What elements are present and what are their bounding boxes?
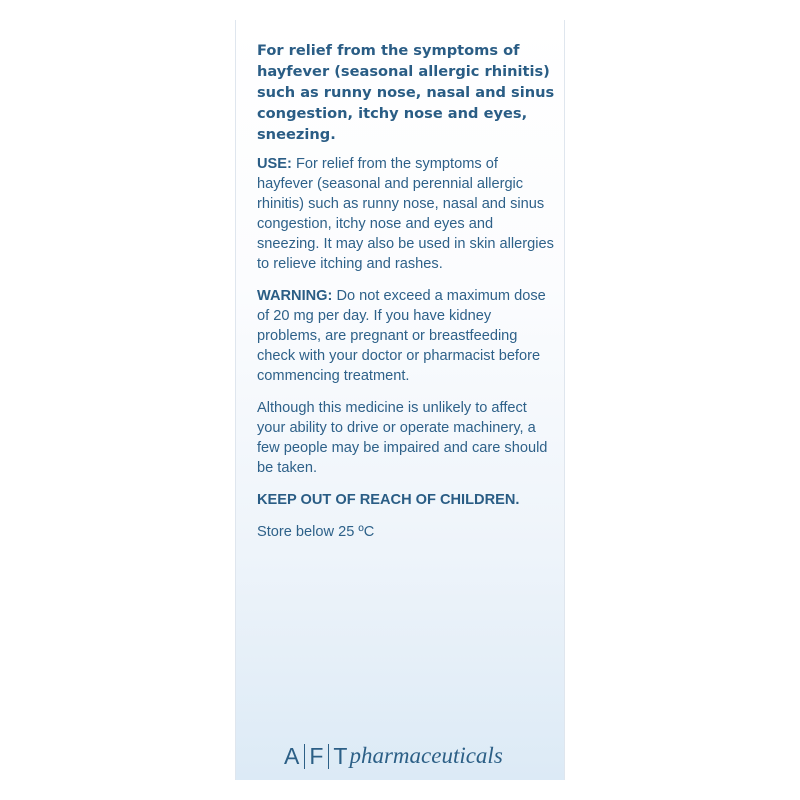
logo-divider: [304, 744, 305, 769]
logo-letter-f: F: [309, 742, 325, 769]
use-label: USE:: [257, 156, 292, 172]
warning-text: Do not exceed a maximum dose of 20 mg per day. If you have kidney problems, are pregnant or breastfeeding check with your doctor or pharmacist before commencing treatment.: [257, 288, 546, 384]
indication-headline: For relief from the symptoms of hayfever (seasonal allergic rhinitis) such as runny nose, nasal and sinus congestion, itchy nose and eyes, sneezing.: [257, 42, 555, 143]
use-paragraph: [257, 154, 557, 274]
package-text: [257, 40, 557, 542]
storage-instruction: Store below 25 ºC: [257, 524, 375, 540]
aft-pharmaceuticals-logo: [284, 738, 503, 774]
use-text: For relief from the symptoms of hayfever (seasonal and perennial allergic rhinitis) such as runny nose, nasal and sinus congestion, itchy nose and eyes and sneezing. It may also be used in skin allergies to relieve itching and rashes.: [257, 156, 554, 272]
warning-label: WARNING:: [257, 288, 333, 304]
logo-divider: [328, 744, 329, 769]
logo-letter-a: A: [284, 742, 301, 769]
logo-wordmark: pharmaceuticals: [349, 743, 503, 768]
logo-letter-t: T: [333, 742, 349, 769]
package-side-panel: [235, 20, 565, 780]
warning-paragraph: [257, 286, 557, 386]
driving-note: Although this medicine is unlikely to affect your ability to drive or operate machinery, a few people may be impaired and care should be taken.: [257, 400, 548, 476]
logo-mark: [284, 743, 348, 770]
keep-out-warning: KEEP OUT OF REACH OF CHILDREN.: [257, 492, 520, 508]
